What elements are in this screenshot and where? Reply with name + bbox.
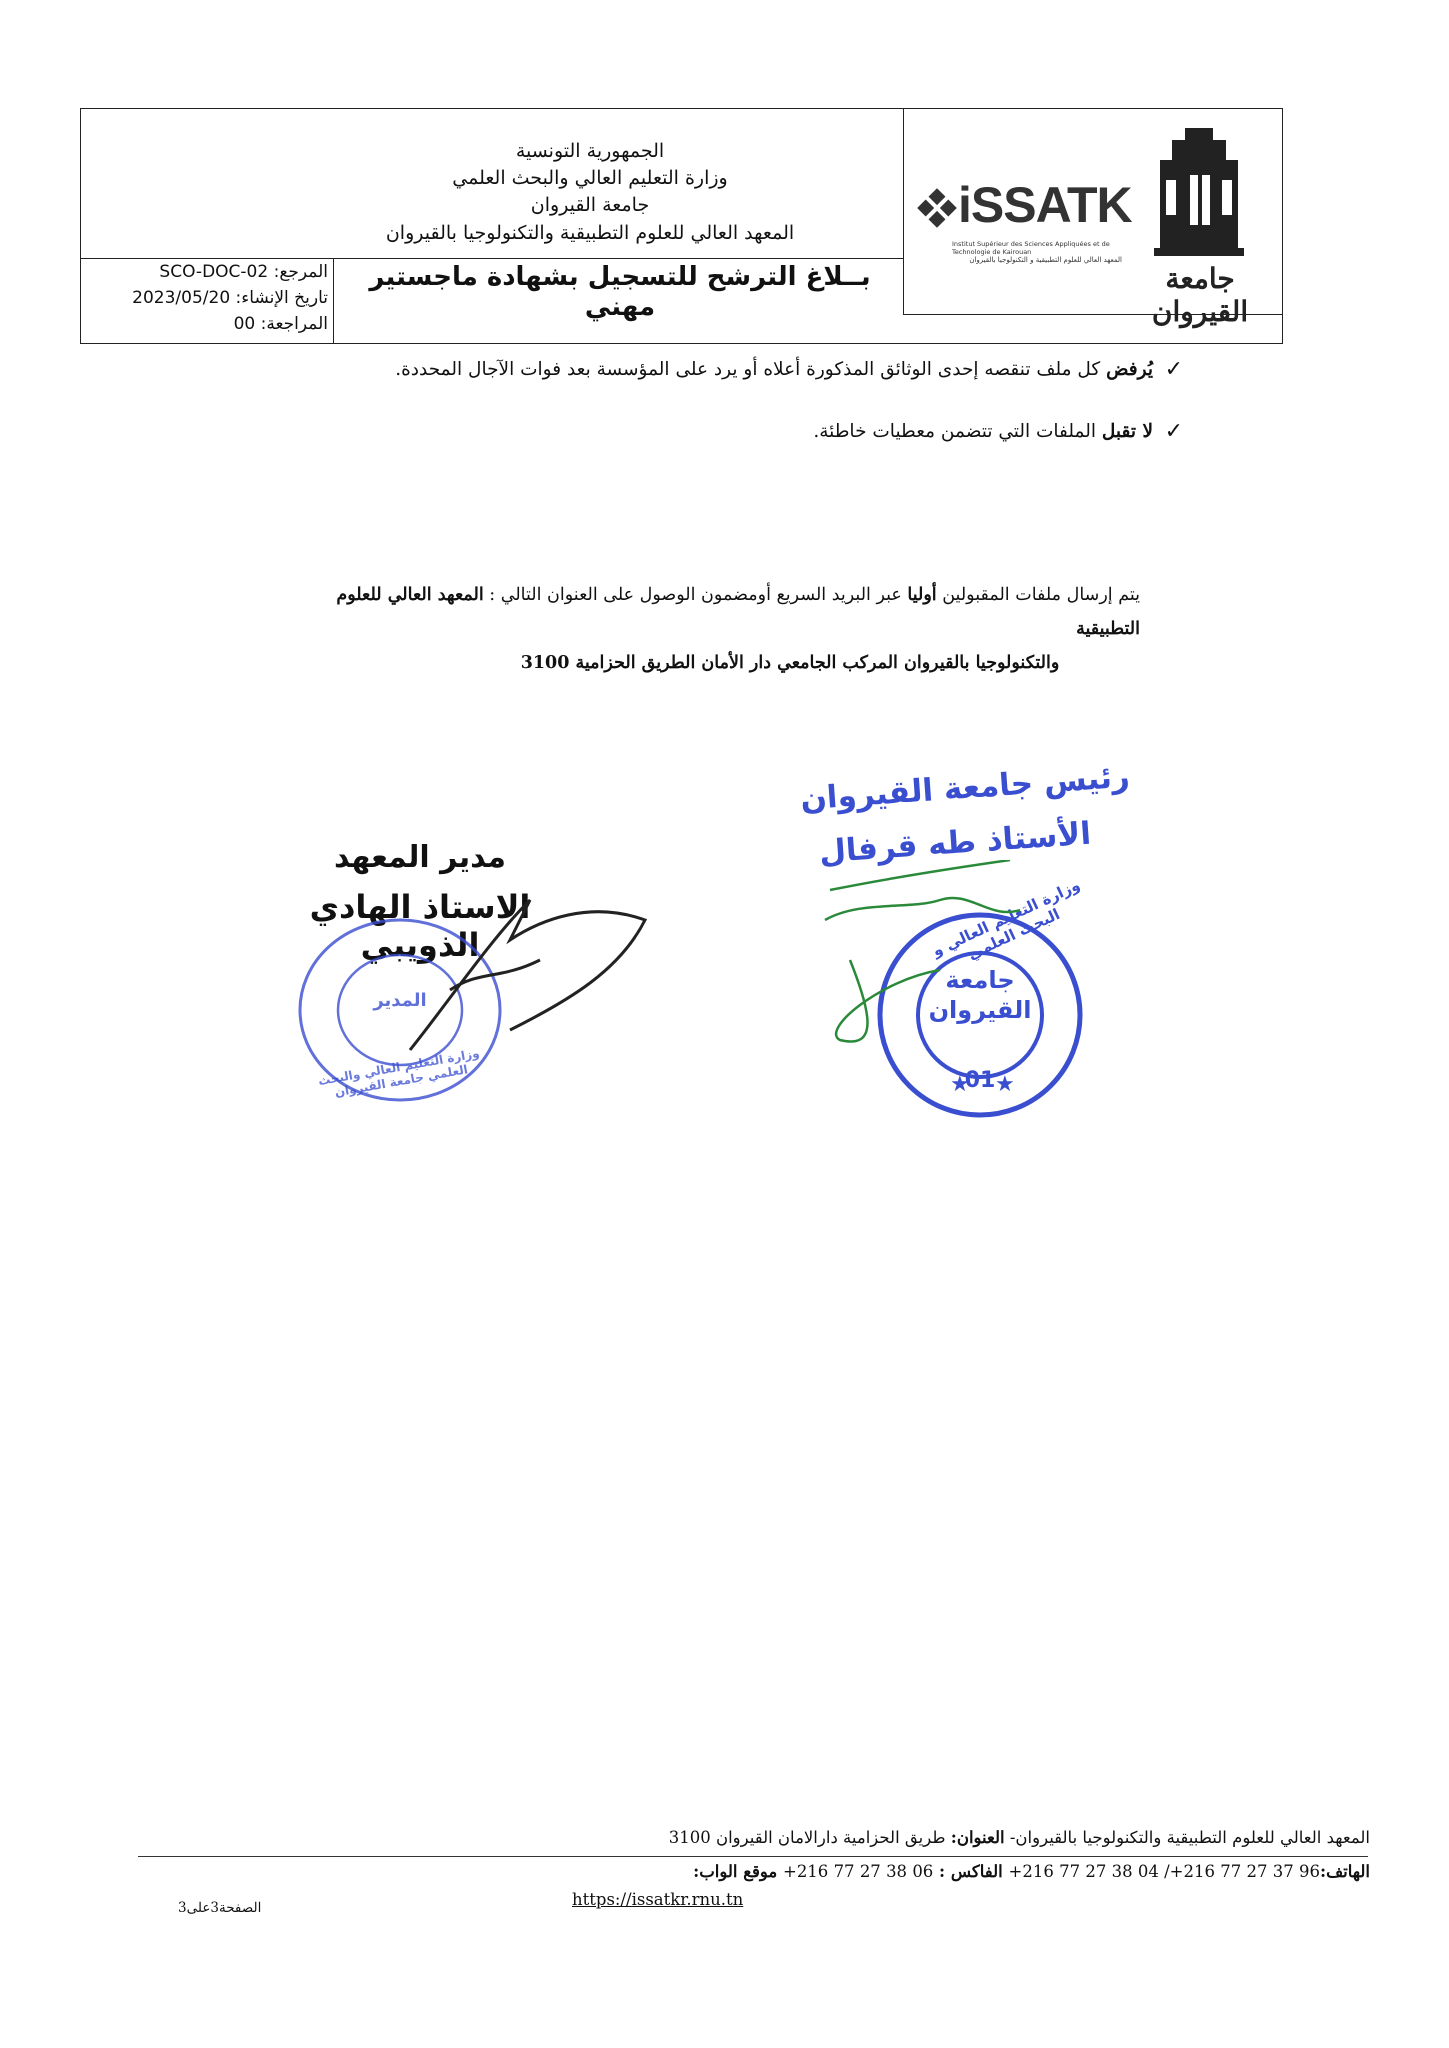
issatk-logo-text: iSSATK: [958, 177, 1132, 233]
rule-item: [153, 414, 1183, 450]
footer-divider: [138, 1856, 1368, 1857]
address-line-1: يتم إرسال ملفات المقبولين أوليا عبر البريد السريع أومضمون الوصول على العنوان التالي : المعهد العالي للعلوم التطبيقية: [336, 585, 1140, 639]
kairouan-university-logo-text: جامعة القيروان: [1151, 262, 1249, 328]
issatk-logo-subtitle-ar: المعهد العالي للعلوم التطبيقية و التكنولوجيا بالقيروان: [969, 256, 1122, 264]
director-name: الاستاذ الهادي الذويبي: [309, 888, 531, 964]
document-revision: المراجعة: 00: [233, 314, 328, 334]
address-line-2: والتكنولوجيا بالقيروان المركب الجامعي دار الأمان الطريق الحزامية 3100: [520, 653, 1060, 673]
header-divider: [80, 258, 904, 259]
director-title: مدير المعهد: [333, 840, 506, 875]
university-president-title: رئيس جامعة القيروان: [799, 758, 1131, 818]
stamp-center-text: المدير: [373, 990, 427, 1011]
page-number: الصفحة3على3: [178, 1900, 262, 1916]
stamp-number: 01: [964, 1068, 996, 1093]
university-president-signature-icon: [820, 860, 1080, 1060]
header-institute: المعهد العالي للعلوم التطبيقية والتكنولوجيا بالقيروان: [385, 222, 795, 244]
document-reference: المرجع: SCO-DOC-02: [159, 262, 328, 282]
footer-website-link[interactable]: https://issatkr.rnu.tn: [572, 1890, 744, 1909]
header-ministry: وزارة التعليم العالي والبحث العلمي: [452, 167, 728, 189]
header-republic: الجمهورية التونسية: [515, 140, 665, 162]
rule-text: كل ملف تنقصه إحدى الوثائق المذكورة أعلاه أو يرد على المؤسسة بعد فوات الآجال المحددة.: [395, 359, 1107, 380]
stamp-center-text: جامعة القيروان: [928, 966, 1032, 1024]
checkmark-icon: ✓: [1164, 357, 1183, 382]
document-creation-date: تاريخ الإنشاء: 2023/05/20: [132, 288, 328, 308]
stamp-ring-text: وزارة التعليم العالي و البحث العلمي: [929, 875, 1083, 964]
header-divider: [333, 258, 334, 344]
header-university: جامعة القيروان: [530, 194, 650, 216]
footer-contacts: الهاتف:96 37 27 77 216+/ 04 38 27 77 216+ الفاكس : 06 38 27 77 216+ موقع الواب:: [693, 1862, 1370, 1881]
rule-text: الملفات التي تتضمن معطيات خاطئة.: [813, 421, 1102, 442]
checkmark-icon: ✓: [1164, 419, 1183, 444]
stamp-ring-text: وزارة التعليم العالي والبحث العلمي جامعة القيروان: [317, 1046, 481, 1100]
rule-keyword: لا تقبل: [1101, 421, 1153, 442]
director-signature-icon: [390, 880, 660, 1060]
svg-text:★: ★: [995, 1072, 1015, 1097]
rule-item: [153, 352, 1183, 388]
issatk-logo-subtitle-fr: Institut Supérieur des Sciences Appliquées et de Technologie de Kairouan: [952, 240, 1110, 256]
university-president-name: الأستاذ طه قرفال: [817, 815, 1093, 871]
mailing-address-block: [280, 572, 1140, 722]
svg-text:★: ★: [950, 1072, 970, 1097]
footer-address: المعهد العالي للعلوم التطبيقية والتكنولوجيا بالقيروان- العنوان: طريق الحزامية دارالامان القيروان 3100: [668, 1828, 1370, 1847]
rule-keyword: يُرفض: [1106, 359, 1153, 380]
document-title: بــلاغ الترشح للتسجيل بشهادة ماجستير مهني: [369, 262, 871, 322]
